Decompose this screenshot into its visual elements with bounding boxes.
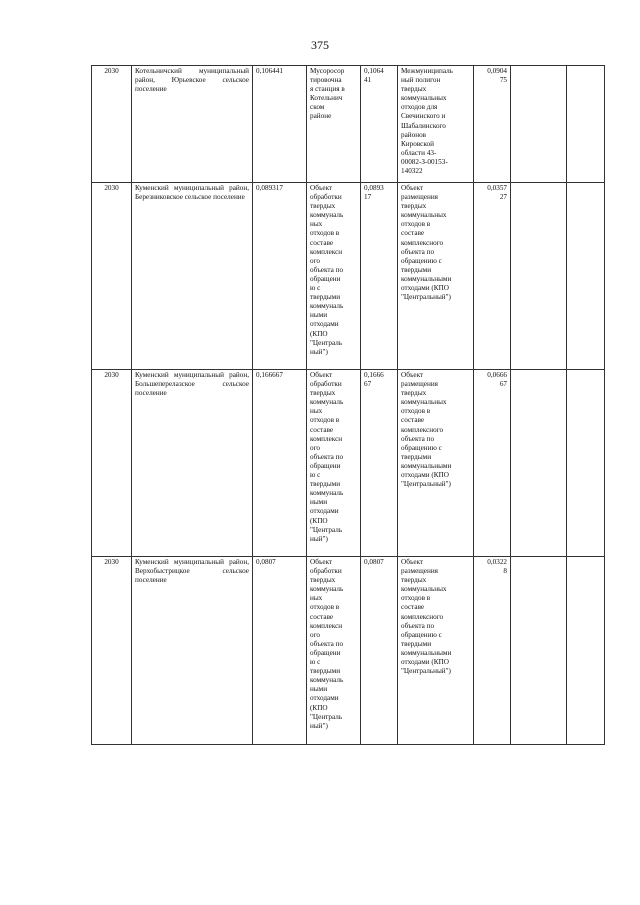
cell-area — [132, 66, 253, 183]
table-row — [92, 183, 605, 370]
cell-year — [92, 66, 132, 183]
cell-value-1 — [253, 183, 307, 370]
cell-value-1-text: 0,106441 — [256, 67, 283, 75]
cell-value-1-text: 0,089317 — [256, 184, 283, 192]
cell-value-2-text: 0,0893 17 — [364, 184, 384, 202]
cell-destination — [398, 557, 474, 745]
cell-value-2-text: 0,0807 — [364, 558, 384, 566]
waste-flow-table — [91, 65, 605, 745]
cell-destination-text: Межмуниципаль ный полигон твердых коммунальных отходов для Свечинского и Шабалинского районов Кировской области 43- 00082-З-00153- 140322 — [401, 67, 453, 176]
cell-area-text: Куменский муниципальный район, Большеперелазское сельское поселение — [135, 371, 249, 398]
table-row — [92, 370, 605, 557]
cell-facility — [307, 183, 361, 370]
cell-destination — [398, 370, 474, 557]
cell-area-text: Куменский муниципальный район, Верхобыстрицкое сельское поселение — [135, 558, 249, 585]
cell-year-text: 2030 — [104, 184, 119, 192]
cell-value-2 — [361, 370, 398, 557]
cell-facility-text: Объект обработки твердых коммуналь ных отходов в составе комплексн ого объекта по обращени ю с твердыми коммуналь ными отходами (КПО "Централь ный") — [310, 371, 344, 543]
cell-facility-text: Объект обработки твердых коммуналь ных отходов в составе комплексн ого объекта по обращени ю с твердыми коммуналь ными отходами (КПО "Централь ный") — [310, 184, 344, 356]
cell-value-2 — [361, 557, 398, 745]
cell-value-1 — [253, 66, 307, 183]
cell-destination-text: Объект размещения твердых коммунальных отходов в составе комплексного объекта по обращению с твердыми коммунальными отходами (КПО "Центральный") — [401, 371, 452, 489]
cell-facility — [307, 66, 361, 183]
cell-value-1 — [253, 557, 307, 745]
cell-extra-2 — [567, 370, 605, 557]
cell-extra-1 — [511, 183, 567, 370]
cell-value-3-text: 0,0904 75 — [487, 67, 507, 85]
cell-year — [92, 370, 132, 557]
cell-value-1 — [253, 370, 307, 557]
cell-area — [132, 557, 253, 745]
cell-extra-1 — [511, 370, 567, 557]
cell-facility-text: Объект обработки твердых коммуналь ных отходов в составе комплексн ого объекта по обращени ю с твердыми коммуналь ными отходами (КПО "Централь ный") — [310, 558, 344, 730]
cell-area-text: Куменский муниципальный район, Березниковское сельское поселение — [135, 184, 249, 202]
cell-area-text: Котельничский муниципальный район, Юрьевское сельское поселение — [135, 67, 249, 94]
cell-value-3-text: 0,0666 67 — [487, 371, 507, 389]
cell-value-1-text: 0,0807 — [256, 558, 276, 566]
cell-area — [132, 370, 253, 557]
cell-year — [92, 557, 132, 745]
cell-value-3 — [474, 557, 511, 745]
cell-value-2-text: 0,1064 41 — [364, 67, 384, 85]
cell-value-3-text: 0,0357 27 — [487, 184, 507, 202]
table-row — [92, 66, 605, 183]
cell-value-3 — [474, 183, 511, 370]
table-row — [92, 557, 605, 745]
cell-extra-1 — [511, 557, 567, 745]
cell-value-2-text: 0,1666 67 — [364, 371, 384, 389]
cell-extra-2 — [567, 557, 605, 745]
cell-extra-1 — [511, 66, 567, 183]
cell-extra-2 — [567, 183, 605, 370]
page-number: 375 — [311, 38, 329, 52]
cell-value-2 — [361, 183, 398, 370]
cell-value-3-text: 0,0322 8 — [487, 558, 507, 576]
cell-value-1-text: 0,166667 — [256, 371, 283, 379]
cell-extra-2 — [567, 66, 605, 183]
cell-year — [92, 183, 132, 370]
cell-value-3 — [474, 66, 511, 183]
cell-destination — [398, 66, 474, 183]
cell-year-text: 2030 — [104, 371, 119, 379]
cell-destination — [398, 183, 474, 370]
cell-facility — [307, 370, 361, 557]
cell-area — [132, 183, 253, 370]
cell-facility-text: Мусоросор тировочна я станция в Котельнич ском районе — [310, 67, 345, 121]
cell-destination-text: Объект размещения твердых коммунальных отходов в составе комплексного объекта по обращению с твердыми коммунальными отходами (КПО "Центральный") — [401, 558, 452, 676]
cell-year-text: 2030 — [104, 558, 119, 566]
table-body — [92, 66, 605, 745]
cell-year-text: 2030 — [104, 67, 119, 75]
cell-value-3 — [474, 370, 511, 557]
cell-destination-text: Объект размещения твердых коммунальных отходов в составе комплексного объекта по обращению с твердыми коммунальными отходами (КПО "Центральный") — [401, 184, 452, 302]
cell-facility — [307, 557, 361, 745]
cell-value-2 — [361, 66, 398, 183]
